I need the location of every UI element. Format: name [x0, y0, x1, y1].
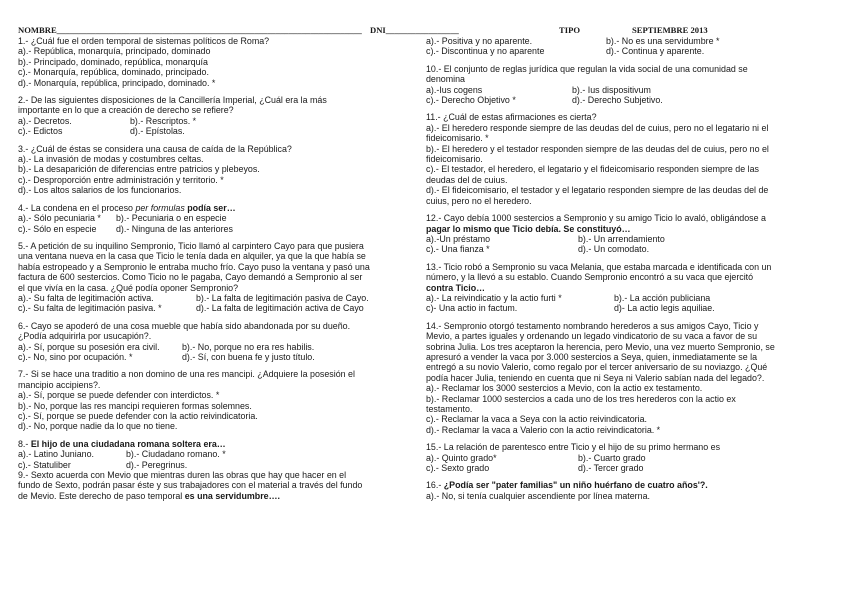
option-b: b).- La falta de legitimación pasiva de Cayo. — [196, 292, 369, 303]
option-c: c).- Monarquía, república, dominado, principado. — [18, 67, 209, 78]
question-11 — [426, 112, 832, 206]
option-a: a).- No, si tenía cualquier ascendiente por línea materna. — [426, 490, 650, 501]
option-a: a).- Quinto grado* — [426, 452, 497, 463]
question-stem: 5.- A petición de su inquilino Sempronio, Ticio llamó al carpintero Cayo para que pusiera — [18, 240, 364, 251]
question-stem: apresuró a vender la vaca por 3.000 sestercios a Seya, quien, inmediatamente se la — [426, 351, 758, 362]
option-b: b).- No es una servidumbre * — [606, 36, 720, 46]
option-b: b).- Ius dispositivum — [572, 84, 651, 95]
question-stem — [18, 439, 420, 449]
question-7 — [18, 369, 420, 431]
option-b: testamento. — [426, 404, 473, 414]
question-stem — [18, 491, 420, 501]
option-b: b).- No, porque las res mancipi requieren formas solemnes. — [18, 400, 252, 411]
stem-text: 4.- La condena en el proceso — [18, 202, 136, 213]
option-a: a).-Un préstamo — [426, 233, 491, 244]
option-c: deudas del de cuius. — [426, 174, 508, 185]
question-stem: 9.- Sexto acuerda con Mevio que mientras duren las obras que hay que hacer en el — [18, 470, 347, 481]
option-b: b).- El heredero y el testador responden siempre de las deudas del de cuius, pero no el — [426, 143, 769, 154]
option-a: a).- La reivindicatio y la actio furti * — [426, 292, 562, 303]
question-10 — [426, 64, 832, 106]
question-stem: pagar lo mismo que Ticio debía. Se constituyó… — [426, 223, 631, 234]
option-c: c).- Su falta de legitimación pasiva. * — [18, 303, 162, 314]
question-stem: 15.- La relación de parentesco entre Ticio y el hijo de su primo hermano es — [426, 442, 721, 453]
option-c: c).- No, sino por ocupación. * — [18, 351, 133, 362]
option-a: a).- República, monarquía, principado, dominado — [18, 46, 211, 57]
option-d: d).- Reclamar la vaca a Valerio con la actio reivindicatoria. * — [426, 424, 661, 435]
option-c: c).- El testador, el heredero, el legatario y el fideicomisario responden siempre de las — [426, 164, 759, 175]
question-12 — [426, 213, 832, 255]
option-d: d).- Los altos salarios de los funcionarios. — [18, 185, 182, 196]
option-c: c).- Sí, porque se puede defender con la actio reivindicatoria. — [18, 411, 258, 421]
option-b: b).- La desaparición de diferencias entre patricios y plebeyos. — [18, 164, 260, 175]
question-1 — [18, 36, 420, 88]
option-a: a).-Ius cogens — [426, 84, 483, 95]
option-b: b).- Pecuniaria o en especie — [116, 213, 227, 224]
question-4 — [18, 203, 420, 234]
stem-text: 8.- — [18, 438, 31, 449]
question-stem: importante en lo que a creación de derecho se refiere? — [18, 105, 234, 116]
option-a: a).- Sólo pecuniaria * — [18, 213, 101, 224]
question-stem: 3.- ¿Cuál de éstas se considera una causa de caída de la República? — [18, 143, 292, 154]
question-stem: el que vivía en la casa. ¿Qué podía oponer Sempronio? — [18, 282, 239, 293]
question-15 — [426, 442, 832, 473]
option-a: fideicomisario. * — [426, 133, 489, 144]
option-d: d).- Ninguna de las anteriores — [116, 223, 233, 234]
question-6 — [18, 321, 420, 363]
option-a: a).- Reclamar los 3000 sestercios a Mevio, con la actio ex testamento. — [426, 383, 703, 394]
option-a: a).- Su falta de legitimación activa. — [18, 292, 154, 303]
option-d: d).- Derecho Subjetivo. — [572, 95, 663, 106]
stem-bold: podía ser… — [184, 202, 236, 213]
question-stem: mancipio accipiens?. — [18, 379, 101, 390]
question-8 — [18, 439, 420, 470]
question-stem: 2.- De las siguientes disposiciones de la Cancillería Imperial, ¿Cuál era la más — [18, 95, 327, 106]
option-b: fideicomisario. — [426, 154, 483, 165]
question-stem: denomina — [426, 74, 465, 85]
question-9 — [18, 470, 420, 501]
question-5 — [18, 241, 420, 314]
option-c: c).- Sólo en especie — [18, 223, 97, 234]
option-d: d).- Epístolas. — [130, 126, 185, 137]
stem-italic: per formulas — [135, 202, 185, 213]
question-stem: fundo de Sexto, podrán pasar éste y sus trabajadores con el material a través del fundo — [18, 480, 363, 491]
option-d: d).- No, porque nadie da lo que no tiene. — [18, 421, 178, 432]
question-stem: Mevio, a partes iguales y ordenando un legado vindicatorio de su vaca a favor de su — [426, 331, 758, 342]
option-b: b).- No, porque no era res habilis. — [182, 341, 315, 352]
question-stem: una ventana nueva en la casa que Ticio le tenía dada en alquiler, ya que la que había se — [18, 251, 366, 262]
question-stem: 12.- Cayo debía 1000 sestercios a Sempronio y su amigo Ticio lo avaló, obligándose a — [426, 213, 766, 224]
question-stem: contra Ticio… — [426, 282, 486, 293]
left-column — [18, 36, 420, 508]
question-16 — [426, 480, 832, 501]
option-c: c).- Edictos — [18, 126, 63, 137]
question-stem: 14.- Sempronio otorgó testamento nombrando herederos a sus amigos Cayo, Ticio y — [426, 320, 759, 331]
question-stem: había estropeado y a Sempronio le entraba mucho frío. Cayo puso la ventana y pasó una — [18, 261, 370, 272]
nombre-field: NOMBRE_______________________________________________________________________ — [18, 25, 362, 35]
question-stem: entregó a su novio Valerio, como regalo por el tercer aniversario de su noviazgo. ¿Qué — [426, 362, 768, 373]
option-c: c).- Statuliber — [18, 459, 71, 470]
question-stem: podía hacer Julia, teniendo en cuenta que ni Seya ni Valerio sabían nada del legado?. — [426, 372, 765, 383]
option-b: b).- Principado, dominado, república, monarquía — [18, 56, 208, 67]
dni-field: DNI_________________ — [370, 25, 459, 35]
option-a: a).- La invasión de modas y costumbres celtas. — [18, 154, 204, 165]
right-column — [426, 36, 832, 508]
question-14 — [426, 321, 832, 435]
option-b: b).- La acción publiciana — [614, 292, 711, 303]
option-c: c).- Sexto grado — [426, 463, 490, 474]
option-d: d).- Un comodato. — [578, 244, 650, 255]
stem-text: de Mevio. Este derecho de paso temporal — [18, 490, 185, 501]
question-stem: 7.- Si se hace una traditio a non domino de una res mancipi. ¿Adquiere la posesión el — [18, 369, 355, 380]
option-c: c).- Desproporción entre administración y territorio. * — [18, 174, 224, 185]
question-stem: 13.- Ticio robó a Sempronio su vaca Melania, que estaba marcada e identificada con un — [426, 261, 772, 272]
option-d: cuius, pero no el heredero. — [426, 195, 532, 206]
tipo-label: TIPO — [559, 25, 581, 35]
question-stem — [18, 203, 420, 213]
option-a: a).- Decretos. — [18, 115, 72, 126]
option-a: a).- Sí, porque se puede defender con interdictos. * — [18, 390, 220, 401]
question-stem: factura de 600 sestercios. Como Ticio no le pagaba, Cayo demandó a Sempronio al ser — [18, 272, 363, 283]
option-b: b).- Rescriptos. * — [130, 115, 197, 126]
stem-bold: El hijo de una ciudadana romana soltera era… — [30, 438, 226, 449]
option-c: c).- Discontinua y no aparente — [426, 46, 545, 57]
question-stem: 11.- ¿Cuál de estas afirmaciones es cierta? — [426, 112, 597, 123]
option-b: b).- Cuarto grado — [578, 452, 646, 463]
question-stem: 6.- Cayo se apoderó de una cosa mueble que había sido abandonada por su dueño. — [18, 320, 351, 331]
question-stem: 1.- ¿Cuál fue el orden temporal de sistemas políticos de Roma? — [18, 36, 270, 46]
question-stem: número, y la llevó a su establo. Cuando Sempronio encontró a su vaca que ejercitó — [426, 272, 754, 283]
option-d: d).- Continua y aparente. — [606, 46, 705, 57]
option-d: d).- Tercer grado — [578, 463, 644, 474]
question-stem: 10.- El conjunto de reglas jurídica que regulan la vida social de una comunidad se — [426, 63, 748, 74]
option-b: b).- Reclamar 1000 sestercios a cada uno de los tres herederos con la actio ex — [426, 393, 736, 404]
option-d: d)- La actio legis aquiliae. — [614, 303, 715, 314]
option-c: c).- Reclamar la vaca a Seya con la actio reivindicatoria. — [426, 414, 647, 425]
option-a: a).- Positiva y no aparente. — [426, 36, 533, 46]
question-9-options — [426, 36, 832, 57]
option-d: d).- El fideicomisario, el testador y el legatario responden siempre de las deudas del de — [426, 185, 769, 196]
option-d: d).- Peregrinus. — [126, 459, 188, 470]
option-b: b).- Un arrendamiento — [578, 233, 665, 244]
option-a: a).- Latino Juniano. — [18, 449, 94, 460]
option-d: d).- Monarquía, república, principado, dominado. * — [18, 77, 216, 88]
option-b: b).- Ciudadano romano. * — [126, 449, 226, 460]
option-a: a).- Sí, porque su posesión era civil. — [18, 341, 160, 352]
stem-text: 16.- — [426, 480, 444, 491]
question-stem: ¿Podía adquirirla por usucapión?. — [18, 331, 152, 342]
question-3 — [18, 144, 420, 196]
question-2 — [18, 95, 420, 137]
stem-bold: ¿Podía ser "pater familias" un niño huérfano de cuatro años'?. — [443, 480, 708, 491]
option-d: d).- Sí, con buena fe y justo título. — [182, 351, 315, 362]
option-a: a).- El heredero responde siempre de las deudas del de cuius, pero no el legatario ni el — [426, 122, 769, 133]
stem-bold: es una servidumbre…. — [184, 490, 280, 501]
exam-date: SEPTIEMBRE 2013 — [632, 25, 708, 35]
option-c: c).- Derecho Objetivo * — [426, 95, 516, 106]
question-stem — [426, 480, 832, 490]
question-stem: sobrina Julia. Los tres aceptaron la herencia, pero Mevio, una vez muerto Sempronio, se — [426, 341, 775, 352]
option-c: c)- Una actio in factum. — [426, 303, 518, 314]
question-13 — [426, 262, 832, 314]
option-d: d).- La falta de legitimación activa de Cayo — [196, 303, 364, 314]
option-c: c).- Una fianza * — [426, 244, 490, 255]
